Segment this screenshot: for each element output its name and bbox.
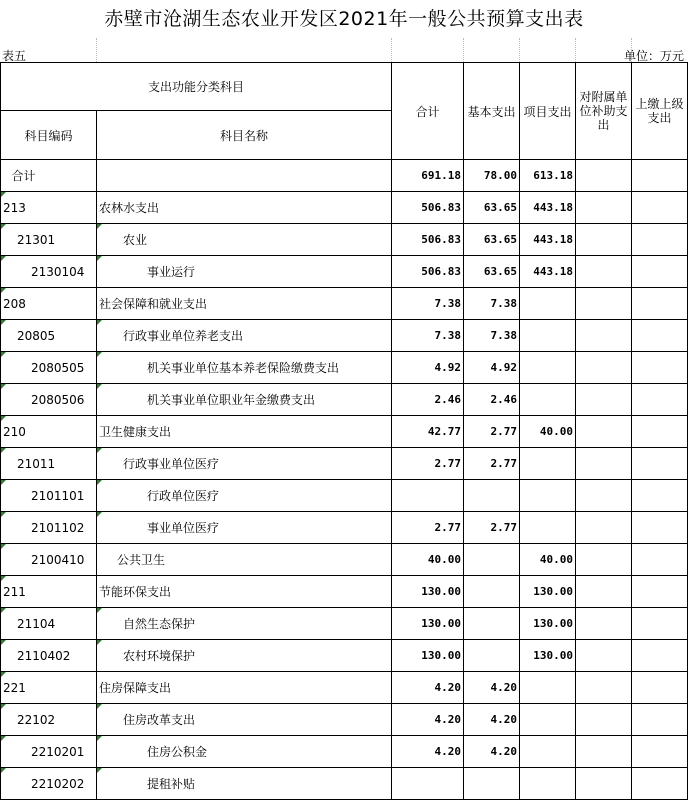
cell-total: 7.38 <box>392 320 464 352</box>
cell-subsidy <box>576 160 632 192</box>
cell-project <box>520 736 576 768</box>
cell-code: 2110402 <box>1 640 97 672</box>
cell-upper <box>632 544 688 576</box>
cell-upper <box>632 512 688 544</box>
cell-upper <box>632 256 688 288</box>
cell-marker-icon <box>1 768 6 773</box>
budget-table <box>0 62 688 800</box>
cell-upper <box>632 576 688 608</box>
cell-basic: 78.00 <box>464 160 520 192</box>
sheet-gridline <box>96 38 97 62</box>
cell-marker-icon <box>97 736 102 741</box>
table-row <box>1 672 688 704</box>
cell-subsidy <box>576 704 632 736</box>
cell-total <box>392 480 464 512</box>
cell-subsidy <box>576 288 632 320</box>
cell-marker-icon <box>1 576 6 581</box>
cell-marker-icon <box>1 672 6 677</box>
cell-subsidy <box>576 192 632 224</box>
cell-code: 20805 <box>1 320 97 352</box>
cell-code: 211 <box>1 576 97 608</box>
table-row <box>1 608 688 640</box>
cell-total: 691.18 <box>392 160 464 192</box>
cell-project <box>520 288 576 320</box>
cell-subsidy <box>576 416 632 448</box>
cell-subsidy <box>576 448 632 480</box>
cell-project: 613.18 <box>520 160 576 192</box>
cell-marker-icon <box>1 544 6 549</box>
cell-code: 2100410 <box>1 544 97 576</box>
cell-code: 21104 <box>1 608 97 640</box>
cell-marker-icon <box>1 192 6 197</box>
cell-name: 机关事业单位职业年金缴费支出 <box>97 384 392 416</box>
cell-upper <box>632 192 688 224</box>
cell-subsidy <box>576 736 632 768</box>
cell-code: 208 <box>1 288 97 320</box>
cell-basic: 4.20 <box>464 672 520 704</box>
cell-marker-icon <box>1 704 6 709</box>
cell-total: 130.00 <box>392 608 464 640</box>
cell-basic: 2.46 <box>464 384 520 416</box>
cell-marker-icon <box>1 736 6 741</box>
cell-subsidy <box>576 320 632 352</box>
cell-project: 130.00 <box>520 576 576 608</box>
cell-project <box>520 704 576 736</box>
cell-upper <box>632 704 688 736</box>
cell-subsidy <box>576 224 632 256</box>
table-row <box>1 512 688 544</box>
cell-total <box>392 768 464 800</box>
cell-code: 合计 <box>1 160 97 192</box>
cell-subsidy <box>576 384 632 416</box>
cell-name: 事业单位医疗 <box>97 512 392 544</box>
page-title: 赤壁市沧湖生态农业开发区2021年一般公共预算支出表 <box>104 8 584 30</box>
header-subsidy: 对附属单位补助支出 <box>576 63 632 160</box>
cell-subsidy <box>576 256 632 288</box>
cell-upper <box>632 384 688 416</box>
cell-code: 2210202 <box>1 768 97 800</box>
cell-upper <box>632 672 688 704</box>
table-row <box>1 448 688 480</box>
cell-basic <box>464 544 520 576</box>
table-row <box>1 576 688 608</box>
cell-upper <box>632 288 688 320</box>
cell-name <box>97 160 392 192</box>
cell-marker-icon <box>97 640 102 645</box>
cell-subsidy <box>576 576 632 608</box>
cell-marker-icon <box>97 320 102 325</box>
cell-upper <box>632 480 688 512</box>
cell-marker-icon <box>97 352 102 357</box>
cell-code: 2101102 <box>1 512 97 544</box>
cell-upper <box>632 224 688 256</box>
cell-marker-icon <box>97 704 102 709</box>
cell-name: 卫生健康支出 <box>97 416 392 448</box>
sheet-gridline <box>519 38 520 62</box>
cell-subsidy <box>576 768 632 800</box>
cell-total: 4.20 <box>392 736 464 768</box>
cell-name: 行政事业单位医疗 <box>97 448 392 480</box>
header-total: 合计 <box>392 63 464 160</box>
cell-project: 130.00 <box>520 608 576 640</box>
cell-marker-icon <box>97 480 102 485</box>
cell-upper <box>632 768 688 800</box>
cell-basic: 4.20 <box>464 704 520 736</box>
cell-code: 2210201 <box>1 736 97 768</box>
cell-total: 130.00 <box>392 640 464 672</box>
cell-marker-icon <box>1 608 6 613</box>
cell-name: 机关事业单位基本养老保险缴费支出 <box>97 352 392 384</box>
cell-subsidy <box>576 672 632 704</box>
cell-code: 21011 <box>1 448 97 480</box>
table-row <box>1 288 688 320</box>
header-basic: 基本支出 <box>464 63 520 160</box>
cell-project <box>520 320 576 352</box>
cell-name: 事业运行 <box>97 256 392 288</box>
cell-marker-icon <box>1 448 6 453</box>
cell-basic: 4.92 <box>464 352 520 384</box>
cell-code: 2130104 <box>1 256 97 288</box>
header-upper: 上缴上级支出 <box>632 63 688 160</box>
table-row <box>1 640 688 672</box>
header-name: 科目名称 <box>97 111 392 160</box>
cell-total: 40.00 <box>392 544 464 576</box>
cell-total: 506.83 <box>392 192 464 224</box>
cell-total: 2.77 <box>392 448 464 480</box>
cell-upper <box>632 160 688 192</box>
cell-basic <box>464 608 520 640</box>
cell-total: 2.46 <box>392 384 464 416</box>
header-project: 项目支出 <box>520 63 576 160</box>
cell-project: 443.18 <box>520 224 576 256</box>
cell-marker-icon <box>1 640 6 645</box>
sheet-gridline <box>463 38 464 62</box>
cell-name: 社会保障和就业支出 <box>97 288 392 320</box>
cell-code: 2080505 <box>1 352 97 384</box>
cell-project <box>520 384 576 416</box>
cell-basic: 2.77 <box>464 448 520 480</box>
cell-marker-icon <box>97 256 102 261</box>
cell-project <box>520 448 576 480</box>
header-category: 支出功能分类科目 <box>1 63 392 111</box>
cell-project: 40.00 <box>520 544 576 576</box>
cell-total: 4.20 <box>392 704 464 736</box>
cell-project <box>520 512 576 544</box>
cell-basic: 63.65 <box>464 192 520 224</box>
cell-marker-icon <box>1 288 6 293</box>
cell-marker-icon <box>1 416 6 421</box>
cell-basic: 2.77 <box>464 512 520 544</box>
table-row <box>1 352 688 384</box>
cell-code: 213 <box>1 192 97 224</box>
cell-code: 2101101 <box>1 480 97 512</box>
cell-marker-icon <box>1 224 6 229</box>
sheet-gridline <box>391 38 392 62</box>
table-row <box>1 224 688 256</box>
cell-upper <box>632 608 688 640</box>
cell-code: 21301 <box>1 224 97 256</box>
cell-basic: 63.65 <box>464 256 520 288</box>
table-row <box>1 320 688 352</box>
cell-marker-icon <box>1 384 6 389</box>
table-row <box>1 160 688 192</box>
cell-code: 210 <box>1 416 97 448</box>
cell-name: 行政单位医疗 <box>97 480 392 512</box>
cell-subsidy <box>576 608 632 640</box>
cell-name: 节能环保支出 <box>97 576 392 608</box>
cell-marker-icon <box>97 608 102 613</box>
cell-marker-icon <box>1 320 6 325</box>
table-row <box>1 768 688 800</box>
cell-total: 2.77 <box>392 512 464 544</box>
sheet-gridline <box>575 38 576 62</box>
cell-code: 22102 <box>1 704 97 736</box>
cell-basic: 4.20 <box>464 736 520 768</box>
table-row <box>1 480 688 512</box>
cell-marker-icon <box>1 352 6 357</box>
cell-name: 住房改革支出 <box>97 704 392 736</box>
cell-basic <box>464 768 520 800</box>
sheet-gridline <box>631 38 632 62</box>
cell-name: 住房保障支出 <box>97 672 392 704</box>
cell-upper <box>632 448 688 480</box>
cell-project <box>520 352 576 384</box>
cell-marker-icon <box>97 384 102 389</box>
table-number: 表五 <box>2 49 27 63</box>
cell-upper <box>632 352 688 384</box>
cell-upper <box>632 416 688 448</box>
cell-project: 443.18 <box>520 256 576 288</box>
cell-basic: 63.65 <box>464 224 520 256</box>
cell-marker-icon <box>1 512 6 517</box>
cell-subsidy <box>576 352 632 384</box>
cell-total: 130.00 <box>392 576 464 608</box>
cell-project <box>520 768 576 800</box>
cell-project: 443.18 <box>520 192 576 224</box>
cell-basic <box>464 480 520 512</box>
cell-project <box>520 480 576 512</box>
cell-name: 农林水支出 <box>97 192 392 224</box>
table-row <box>1 416 688 448</box>
cell-marker-icon <box>97 224 102 229</box>
cell-total: 7.38 <box>392 288 464 320</box>
cell-name: 公共卫生 <box>97 544 392 576</box>
cell-subsidy <box>576 480 632 512</box>
cell-basic <box>464 576 520 608</box>
cell-project: 130.00 <box>520 640 576 672</box>
cell-name: 农业 <box>97 224 392 256</box>
cell-name: 提租补贴 <box>97 768 392 800</box>
cell-marker-icon <box>97 448 102 453</box>
cell-basic: 2.77 <box>464 416 520 448</box>
cell-marker-icon <box>1 256 6 261</box>
cell-subsidy <box>576 640 632 672</box>
cell-code: 2080506 <box>1 384 97 416</box>
table-row <box>1 384 688 416</box>
cell-subsidy <box>576 512 632 544</box>
cell-total: 4.92 <box>392 352 464 384</box>
cell-code: 221 <box>1 672 97 704</box>
cell-marker-icon <box>97 768 102 773</box>
cell-subsidy <box>576 544 632 576</box>
cell-marker-icon <box>1 480 6 485</box>
cell-marker-icon <box>97 512 102 517</box>
table-row <box>1 736 688 768</box>
cell-name: 自然生态保护 <box>97 608 392 640</box>
cell-name: 住房公积金 <box>97 736 392 768</box>
table-row <box>1 544 688 576</box>
cell-name: 行政事业单位养老支出 <box>97 320 392 352</box>
cell-basic <box>464 640 520 672</box>
table-row <box>1 192 688 224</box>
header-code: 科目编码 <box>1 111 97 160</box>
cell-basic: 7.38 <box>464 320 520 352</box>
cell-project: 40.00 <box>520 416 576 448</box>
cell-basic: 7.38 <box>464 288 520 320</box>
unit-label: 单位：万元 <box>623 49 684 63</box>
cell-total: 42.77 <box>392 416 464 448</box>
cell-total: 4.20 <box>392 672 464 704</box>
cell-total: 506.83 <box>392 256 464 288</box>
table-row <box>1 256 688 288</box>
cell-total: 506.83 <box>392 224 464 256</box>
table-row <box>1 704 688 736</box>
cell-upper <box>632 320 688 352</box>
cell-upper <box>632 640 688 672</box>
cell-name: 农村环境保护 <box>97 640 392 672</box>
cell-project <box>520 672 576 704</box>
cell-upper <box>632 736 688 768</box>
